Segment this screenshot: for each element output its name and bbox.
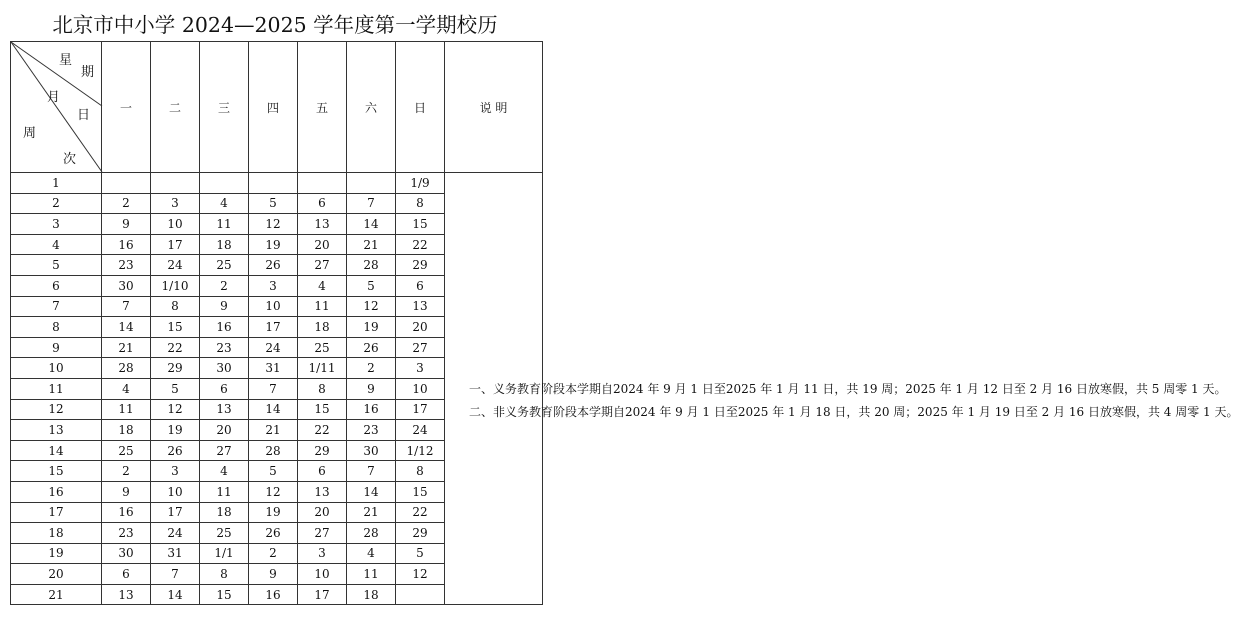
date-cell: 17 — [249, 317, 298, 338]
week-number-cell: 7 — [11, 296, 102, 317]
week-number-cell: 21 — [11, 584, 102, 605]
date-cell: 4 — [298, 275, 347, 296]
date-cell: 20 — [200, 420, 249, 441]
week-number-cell: 8 — [11, 317, 102, 338]
date-cell: 6 — [200, 378, 249, 399]
date-cell: 13 — [298, 481, 347, 502]
week-number-cell: 14 — [11, 440, 102, 461]
date-cell: 5 — [347, 275, 396, 296]
date-cell: 31 — [151, 543, 200, 564]
date-cell — [298, 173, 347, 194]
date-cell: 3 — [151, 193, 200, 214]
date-cell: 9 — [102, 214, 151, 235]
date-cell: 13 — [102, 584, 151, 605]
date-cell: 25 — [298, 337, 347, 358]
date-cell: 9 — [249, 564, 298, 585]
date-cell: 10 — [396, 378, 445, 399]
date-cell: 2 — [200, 275, 249, 296]
date-cell: 1/1 — [200, 543, 249, 564]
date-cell: 20 — [396, 317, 445, 338]
date-cell: 9 — [200, 296, 249, 317]
date-cell: 4 — [102, 378, 151, 399]
date-cell: 6 — [102, 564, 151, 585]
date-cell: 12 — [151, 399, 200, 420]
date-cell: 5 — [249, 193, 298, 214]
date-cell: 21 — [249, 420, 298, 441]
date-cell: 7 — [249, 378, 298, 399]
date-cell: 15 — [396, 214, 445, 235]
date-cell: 25 — [200, 255, 249, 276]
date-cell: 5 — [151, 378, 200, 399]
date-cell: 11 — [347, 564, 396, 585]
date-cell: 30 — [102, 275, 151, 296]
date-cell: 15 — [151, 317, 200, 338]
week-number-cell: 12 — [11, 399, 102, 420]
date-cell: 28 — [102, 358, 151, 379]
date-cell: 3 — [249, 275, 298, 296]
date-cell: 26 — [151, 440, 200, 461]
date-cell: 7 — [102, 296, 151, 317]
date-cell: 1/11 — [298, 358, 347, 379]
date-cell: 19 — [347, 317, 396, 338]
date-cell: 25 — [200, 523, 249, 544]
date-cell: 2 — [347, 358, 396, 379]
date-cell — [102, 173, 151, 194]
page-title: 北京市中小学 2024—2025 学年度第一学期校历 — [52, 13, 498, 37]
date-cell: 2 — [102, 461, 151, 482]
date-cell: 9 — [102, 481, 151, 502]
date-cell — [347, 173, 396, 194]
date-cell: 12 — [249, 214, 298, 235]
date-cell: 30 — [347, 440, 396, 461]
date-cell: 7 — [151, 564, 200, 585]
date-cell: 11 — [200, 214, 249, 235]
date-cell: 16 — [200, 317, 249, 338]
date-cell: 12 — [347, 296, 396, 317]
date-cell: 22 — [151, 337, 200, 358]
date-cell: 14 — [249, 399, 298, 420]
corner-label-qi: 期 — [81, 65, 95, 80]
week-number-cell: 10 — [11, 358, 102, 379]
date-cell: 21 — [347, 502, 396, 523]
date-cell: 1/10 — [151, 275, 200, 296]
date-cell: 21 — [347, 234, 396, 255]
corner-label-ri: 日 — [77, 108, 91, 123]
date-cell: 8 — [200, 564, 249, 585]
week-number-cell: 5 — [11, 255, 102, 276]
date-cell: 24 — [151, 523, 200, 544]
date-cell: 24 — [396, 420, 445, 441]
week-number-cell: 17 — [11, 502, 102, 523]
date-cell: 22 — [396, 234, 445, 255]
week-number-cell: 6 — [11, 275, 102, 296]
date-cell: 29 — [298, 440, 347, 461]
date-cell: 15 — [298, 399, 347, 420]
date-cell: 8 — [298, 378, 347, 399]
date-cell: 17 — [298, 584, 347, 605]
date-cell: 30 — [200, 358, 249, 379]
week-number-cell: 2 — [11, 193, 102, 214]
date-cell: 15 — [396, 481, 445, 502]
week-number-cell: 1 — [11, 173, 102, 194]
date-cell — [396, 584, 445, 605]
date-cell: 16 — [102, 502, 151, 523]
date-cell: 5 — [396, 543, 445, 564]
date-cell: 28 — [249, 440, 298, 461]
date-cell: 26 — [249, 255, 298, 276]
date-cell: 4 — [200, 461, 249, 482]
date-cell: 18 — [102, 420, 151, 441]
date-cell: 3 — [396, 358, 445, 379]
weekday-header-wed: 三 — [200, 42, 249, 173]
date-cell: 25 — [102, 440, 151, 461]
date-cell: 16 — [102, 234, 151, 255]
corner-label-ci: 次 — [63, 152, 77, 167]
date-cell: 24 — [249, 337, 298, 358]
date-cell: 12 — [396, 564, 445, 585]
date-cell: 27 — [298, 523, 347, 544]
date-cell: 14 — [151, 584, 200, 605]
date-cell: 26 — [347, 337, 396, 358]
date-cell: 27 — [200, 440, 249, 461]
date-cell: 20 — [298, 502, 347, 523]
date-cell: 22 — [298, 420, 347, 441]
date-cell: 28 — [347, 523, 396, 544]
date-cell: 8 — [151, 296, 200, 317]
weekday-header-sun: 日 — [396, 42, 445, 173]
date-cell — [200, 173, 249, 194]
date-cell: 18 — [200, 234, 249, 255]
week-number-cell: 20 — [11, 564, 102, 585]
date-cell: 19 — [151, 420, 200, 441]
week-number-cell: 11 — [11, 378, 102, 399]
date-cell: 5 — [249, 461, 298, 482]
week-number-cell: 13 — [11, 420, 102, 441]
school-calendar-table — [10, 41, 1239, 605]
date-cell: 8 — [396, 461, 445, 482]
date-cell: 6 — [396, 275, 445, 296]
date-cell: 29 — [396, 523, 445, 544]
week-number-cell: 16 — [11, 481, 102, 502]
date-cell: 29 — [151, 358, 200, 379]
date-cell: 17 — [151, 502, 200, 523]
date-cell: 13 — [200, 399, 249, 420]
date-cell: 10 — [298, 564, 347, 585]
week-number-cell: 9 — [11, 337, 102, 358]
date-cell: 10 — [151, 214, 200, 235]
notes-cell — [445, 173, 1239, 605]
date-cell: 6 — [298, 461, 347, 482]
date-cell: 19 — [249, 502, 298, 523]
date-cell: 14 — [347, 214, 396, 235]
date-cell: 11 — [298, 296, 347, 317]
week-number-cell: 18 — [11, 523, 102, 544]
week-number-cell: 4 — [11, 234, 102, 255]
week-number-cell: 3 — [11, 214, 102, 235]
date-cell: 4 — [200, 193, 249, 214]
date-cell: 14 — [102, 317, 151, 338]
week-row — [11, 173, 543, 194]
date-cell: 14 — [347, 481, 396, 502]
date-cell: 23 — [102, 523, 151, 544]
date-cell: 1/9 — [396, 173, 445, 194]
note-paragraph: 二、非义务教育阶段本学期自2024 年 9 月 1 日至2025 年 1 月 18 日，共 20 周；2025 年 1 月 19 日至 2 月 16 日放寒假，共 4 周零 1 天。 — [469, 404, 1239, 419]
date-cell: 18 — [298, 317, 347, 338]
week-number-cell: 15 — [11, 461, 102, 482]
date-cell: 13 — [298, 214, 347, 235]
corner-header-cell — [11, 42, 102, 173]
date-cell: 28 — [347, 255, 396, 276]
date-cell: 11 — [102, 399, 151, 420]
weekday-header-thu: 四 — [249, 42, 298, 173]
date-cell: 10 — [151, 481, 200, 502]
date-cell: 19 — [249, 234, 298, 255]
date-cell: 18 — [347, 584, 396, 605]
date-cell: 13 — [396, 296, 445, 317]
corner-label-xing: 星 — [59, 53, 73, 68]
date-cell: 23 — [102, 255, 151, 276]
date-cell: 22 — [396, 502, 445, 523]
notes-header: 说 明 — [445, 42, 543, 173]
date-cell: 17 — [151, 234, 200, 255]
date-cell: 21 — [102, 337, 151, 358]
note-paragraph: 一、义务教育阶段本学期自2024 年 9 月 1 日至2025 年 1 月 11 日，共 19 周；2025 年 1 月 12 日至 2 月 16 日放寒假，共 5 周零 1 天。 — [469, 381, 1227, 396]
weekday-header-tue: 二 — [151, 42, 200, 173]
date-cell: 17 — [396, 399, 445, 420]
date-cell: 9 — [347, 378, 396, 399]
date-cell: 31 — [249, 358, 298, 379]
date-cell: 12 — [249, 481, 298, 502]
header-row — [11, 42, 543, 173]
date-cell: 24 — [151, 255, 200, 276]
date-cell: 30 — [102, 543, 151, 564]
week-number-cell: 19 — [11, 543, 102, 564]
date-cell: 16 — [249, 584, 298, 605]
date-cell: 16 — [347, 399, 396, 420]
date-cell: 1/12 — [396, 440, 445, 461]
date-cell: 2 — [102, 193, 151, 214]
date-cell: 15 — [200, 584, 249, 605]
date-cell: 11 — [200, 481, 249, 502]
date-cell: 10 — [249, 296, 298, 317]
date-cell: 29 — [396, 255, 445, 276]
weekday-header-sat: 六 — [347, 42, 396, 173]
date-cell — [151, 173, 200, 194]
date-cell: 3 — [151, 461, 200, 482]
date-cell: 27 — [396, 337, 445, 358]
date-cell — [249, 173, 298, 194]
date-cell: 6 — [298, 193, 347, 214]
date-cell: 18 — [200, 502, 249, 523]
weekday-header-fri: 五 — [298, 42, 347, 173]
date-cell: 7 — [347, 461, 396, 482]
weekday-header-mon: 一 — [102, 42, 151, 173]
date-cell: 2 — [249, 543, 298, 564]
corner-label-yue: 月 — [47, 90, 61, 105]
date-cell: 27 — [298, 255, 347, 276]
date-cell: 7 — [347, 193, 396, 214]
date-cell: 23 — [347, 420, 396, 441]
date-cell: 26 — [249, 523, 298, 544]
corner-label-zhou: 周 — [23, 126, 37, 141]
date-cell: 4 — [347, 543, 396, 564]
date-cell: 3 — [298, 543, 347, 564]
date-cell: 20 — [298, 234, 347, 255]
date-cell: 23 — [200, 337, 249, 358]
date-cell: 8 — [396, 193, 445, 214]
